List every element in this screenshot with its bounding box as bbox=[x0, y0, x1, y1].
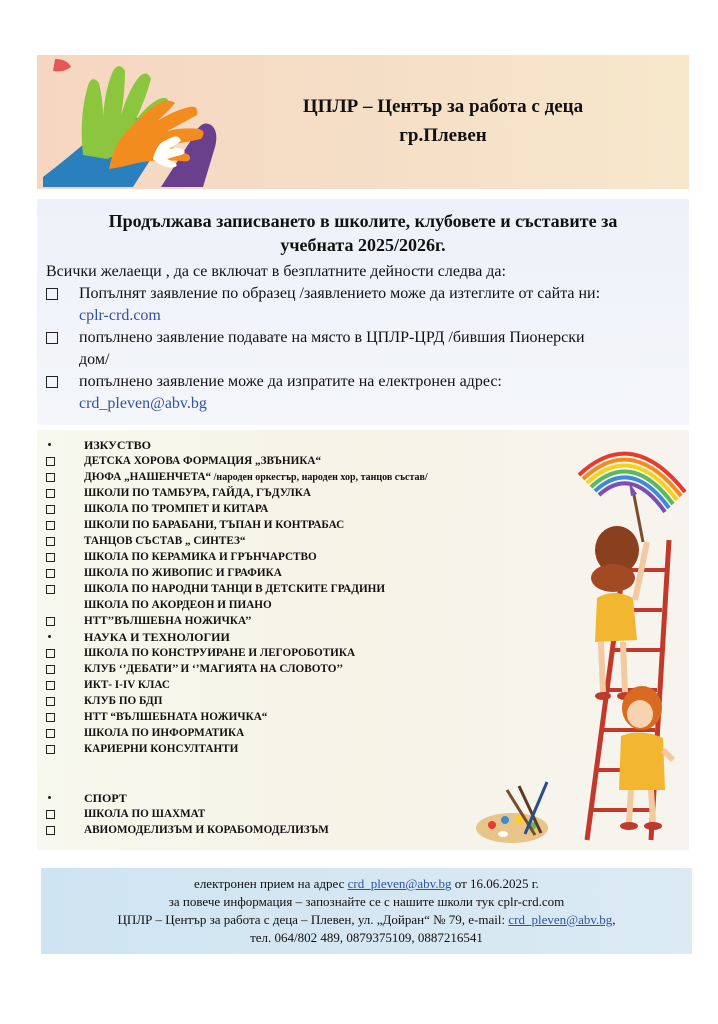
intro-lead: Всички желаещи , да се включат в безплатните дейности следва да: bbox=[46, 263, 506, 280]
program-label bbox=[84, 581, 385, 597]
rainbow-icon bbox=[579, 454, 685, 512]
paint-palette-icon bbox=[476, 782, 548, 843]
program-name: АВИОМОДЕЛИЗЪМ И КОРАБОМОДЕЛИЗЪМ bbox=[84, 824, 329, 836]
program-label bbox=[84, 501, 268, 517]
program-label bbox=[84, 790, 127, 806]
footer-line-address bbox=[41, 911, 692, 929]
program-name: ИЗКУСТВО bbox=[84, 438, 151, 452]
footer-text: електронен прием на адрес bbox=[194, 876, 348, 891]
footer-email-link[interactable]: crd_pleven@abv.bg bbox=[508, 912, 613, 927]
program-name: ШКОЛА ПО КОНСТРУИРАНЕ И ЛЕГОРОБОТИКА bbox=[84, 647, 356, 659]
program-name: КЛУБ ПО БДП bbox=[84, 695, 163, 707]
program-label bbox=[84, 661, 343, 677]
program-label bbox=[84, 517, 344, 533]
program-name: НТТ’’ВЪЛШЕБНА НОЖИЧКА’’ bbox=[84, 615, 252, 627]
header-title: ЦПЛР – Център за работа с деца bbox=[302, 96, 584, 117]
hands-logo-icon bbox=[43, 59, 221, 187]
intro-heading: Продължава записването в школите, клубовете и съставите за bbox=[108, 211, 618, 231]
program-name: НАУКА И ТЕХНОЛОГИИ bbox=[84, 630, 230, 644]
program-label bbox=[84, 533, 245, 549]
checkbox-icon bbox=[46, 332, 58, 344]
program-label bbox=[84, 806, 205, 822]
step-text: попълнено заявление подавате на място в ЦПЛР-ЦРД /бившия Пионерски bbox=[79, 329, 585, 346]
program-name: СПОРТ bbox=[84, 791, 127, 805]
program-name: ШКОЛА ПО ЖИВОПИС И ГРАФИКА bbox=[84, 567, 282, 579]
footer-line-reception bbox=[41, 875, 692, 893]
program-label bbox=[84, 453, 321, 469]
step-text: Попълнят заявление по образец /заявлението може да изтеглите от сайта ни: bbox=[79, 285, 601, 302]
program-name: НТТ “ВЪЛШЕБНАТА НОЖИЧКА“ bbox=[84, 711, 268, 723]
footer-text: от 16.06.2025 г. bbox=[451, 876, 539, 891]
enrollment-intro bbox=[37, 199, 689, 425]
programs-section bbox=[37, 430, 689, 850]
program-name: ШКОЛИ ПО БАРАБАНИ, ТЪПАН И КОНТРАБАС bbox=[84, 519, 345, 531]
program-label bbox=[84, 645, 355, 661]
footer-line-phones: тел. 064/802 489, 0879375109, 0887216541 bbox=[250, 930, 483, 945]
program-name: ШКОЛА ПО КЕРАМИКА И ГРЪНЧАРСТВО bbox=[84, 551, 317, 563]
program-label bbox=[84, 709, 267, 725]
program-label bbox=[84, 549, 317, 565]
program-label bbox=[84, 822, 329, 838]
program-name: ШКОЛА ПО АКОРДЕОН И ПИАНО bbox=[84, 599, 272, 611]
step-text: попълнено заявление може да изпратите на електронен адрес: bbox=[79, 373, 502, 390]
program-name: ШКОЛА ПО ИНФОРМАТИКА bbox=[84, 727, 245, 739]
header-city: гр.Плевен bbox=[399, 125, 487, 146]
program-label bbox=[84, 485, 311, 501]
email-link[interactable]: crd_pleven@abv.bg bbox=[79, 395, 207, 412]
program-name: ШКОЛА ПО ТРОМПЕТ И КИТАРА bbox=[84, 503, 269, 515]
step-text-continuation: дом/ bbox=[79, 351, 110, 368]
program-label bbox=[84, 725, 244, 741]
footer-line-info: за повече информация – запознайте се с нашите школи тук cplr-crd.com bbox=[168, 894, 565, 909]
program-details: /народен оркестър, народен хор, танцов състав/ bbox=[211, 472, 428, 483]
checkbox-icon bbox=[46, 376, 58, 388]
intro-heading-year: учебната 2025/2026г. bbox=[280, 235, 446, 255]
footer-text: ЦПЛР – Център за работа с деца – Плевен, ул. „Дойран“ № 79, e-mail: bbox=[117, 912, 509, 927]
program-name: КАРИЕРНИ КОНСУЛТАНТИ bbox=[84, 743, 239, 755]
program-name: ШКОЛА ПО НАРОДНИ ТАНЦИ В ДЕТСКИТЕ ГРАДИНИ bbox=[84, 583, 386, 595]
program-label bbox=[84, 565, 282, 581]
program-label bbox=[84, 597, 272, 613]
program-label bbox=[84, 469, 428, 486]
program-name: ТАНЦОВ СЪСТАВ „ СИНТЕЗ“ bbox=[84, 535, 246, 547]
program-label bbox=[84, 437, 151, 453]
program-name: ДЕТСКА ХОРОВА ФОРМАЦИЯ „ЗВЪНИКА“ bbox=[84, 455, 322, 467]
program-label bbox=[84, 677, 170, 693]
checkbox-icon bbox=[46, 288, 58, 300]
footer-text: , bbox=[612, 912, 616, 927]
program-label bbox=[84, 693, 162, 709]
children-on-ladder-illustration bbox=[437, 430, 689, 850]
program-label bbox=[84, 613, 252, 629]
program-label bbox=[84, 629, 230, 645]
footer-email-link[interactable]: crd_pleven@abv.bg bbox=[347, 876, 452, 891]
program-label bbox=[84, 741, 238, 757]
program-name: КЛУБ ‘’ДЕБАТИ’’ И ‘’МАГИЯТА НА СЛОВОТО’’ bbox=[84, 663, 344, 675]
program-name: ШКОЛА ПО ШАХМАТ bbox=[84, 808, 206, 820]
program-name: ШКОЛИ ПО ТАМБУРА, ГАЙДА, ГЪДУЛКА bbox=[84, 487, 311, 499]
program-name: ДЮФА „НАШЕНЧЕТА“ bbox=[84, 471, 212, 483]
contact-footer bbox=[41, 868, 692, 954]
program-name: ИКТ- I-IV КЛАС bbox=[84, 679, 170, 691]
website-link[interactable]: cplr-crd.com bbox=[79, 307, 161, 324]
header-banner bbox=[37, 55, 689, 189]
